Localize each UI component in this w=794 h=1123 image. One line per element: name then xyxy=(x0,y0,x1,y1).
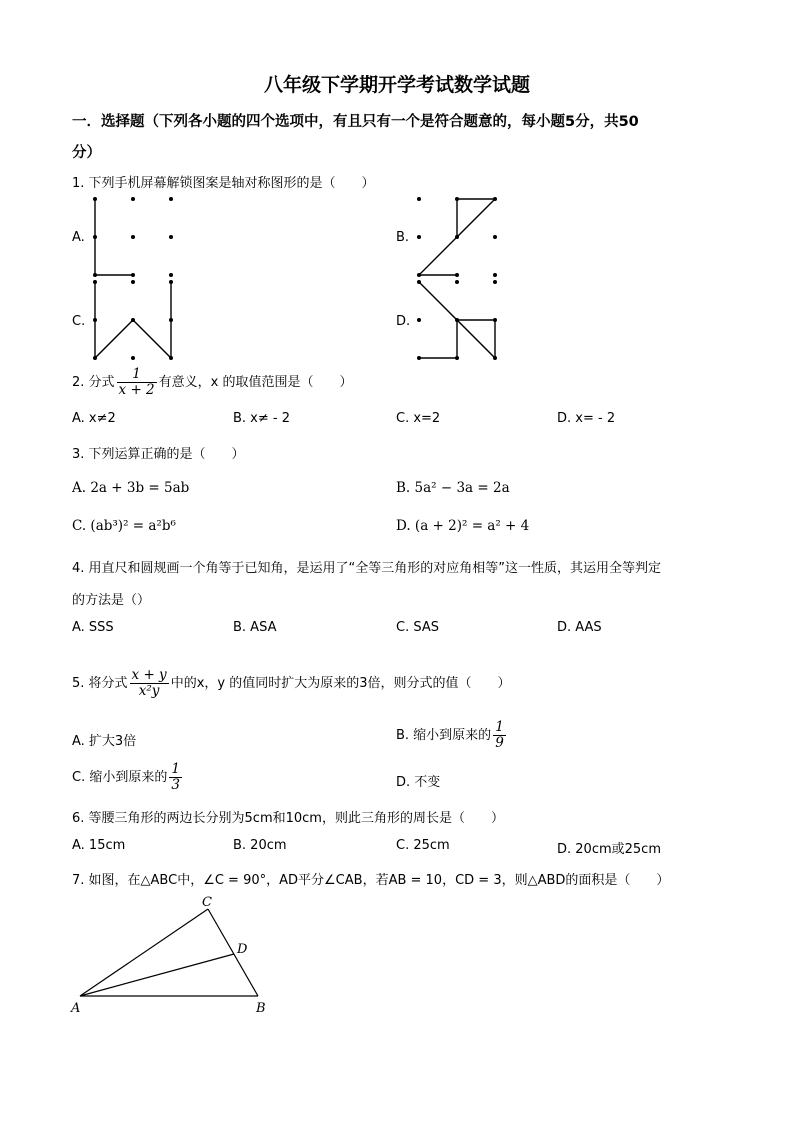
question-3-stem: 3. 下列运算正确的是（ ） xyxy=(72,447,245,462)
q5-option-c-denominator: 3 xyxy=(171,777,180,793)
q2-frac-numerator: 1 xyxy=(117,367,157,383)
q5-option-c-numerator: 1 xyxy=(171,761,180,777)
point-label-a: A xyxy=(71,1001,81,1016)
segment-ac xyxy=(80,909,208,996)
q4-option-b: B. ASA xyxy=(233,620,277,635)
q5-stem-post: 中的x，y 的值同时扩大为原来的3倍，则分式的值（ ） xyxy=(170,676,511,691)
q5-option-c-fraction xyxy=(169,762,182,793)
triangle-figure xyxy=(68,892,278,1022)
q6-option-a: A. 15cm xyxy=(72,838,126,853)
q2-option-d: D. x= - 2 xyxy=(557,411,616,426)
point-label-b: B xyxy=(256,1001,266,1016)
section-heading-line2: 分） xyxy=(72,145,101,161)
q6-option-b: B. 20cm xyxy=(233,838,287,853)
q5-option-c xyxy=(72,762,184,793)
q2-option-a: A. x≠2 xyxy=(72,411,116,426)
q5-option-c-text: C. 缩小到原来的 xyxy=(72,770,168,785)
q5-option-b-denominator: 9 xyxy=(495,735,504,751)
q4-option-a: A. SSS xyxy=(72,620,114,635)
point-label-c: C xyxy=(202,895,212,910)
q5-option-b-fraction xyxy=(493,720,506,751)
q2-frac-denominator: x + 2 xyxy=(118,382,155,398)
q4-option-d: D. AAS xyxy=(557,620,602,635)
question-6-stem: 6. 等腰三角形的两边长分别为5cm和10cm，则此三角形的周长是（ ） xyxy=(72,811,504,826)
section-heading-line1: 一．选择题（下列各小题的四个选项中，有且只有一个是符合题意的，每小题5分，共50 xyxy=(72,114,639,130)
q6-option-d: D. 20cm或25cm xyxy=(557,842,661,857)
q4-option-c: C. SAS xyxy=(396,620,439,635)
q1-option-b-label: B. xyxy=(396,230,410,245)
q5-option-b-numerator: 1 xyxy=(495,719,504,735)
q5-option-b-text: B. 缩小到原来的 xyxy=(396,728,492,743)
question-5-stem xyxy=(72,668,510,699)
q5-option-a: A. 扩大3倍 xyxy=(72,734,137,749)
q3-option-c: C. (ab³)² = a²b⁶ xyxy=(72,518,176,534)
q5-fraction xyxy=(130,668,169,699)
q3-option-b: B. 5a² − 3a = 2a xyxy=(396,480,510,496)
point-label-d: D xyxy=(237,942,248,957)
q5-stem-pre: 5. 将分式 xyxy=(72,676,128,691)
unlock-pattern-a xyxy=(90,195,180,285)
q2-stem-post: 有意义，x 的取值范围是（ ） xyxy=(158,375,353,390)
q2-option-b: B. x≠ - 2 xyxy=(233,411,290,426)
q2-fraction xyxy=(117,367,157,398)
q1-option-c-label: C. xyxy=(72,314,86,329)
q5-frac-denominator: x²y xyxy=(138,683,160,699)
q2-stem-pre: 2. 分式 xyxy=(72,375,115,390)
q3-option-a: A. 2a + 3b = 5ab xyxy=(72,480,190,496)
segment-ad xyxy=(80,954,234,996)
unlock-pattern-c xyxy=(90,280,180,370)
page-title: 八年级下学期开学考试数学试题 xyxy=(263,74,530,96)
question-7-stem: 7. 如图，在△ABC中，∠C = 90°，AD平分∠CAB，若AB = 10，CD = 3，则△ABD的面积是（ ） xyxy=(72,873,670,888)
q5-option-d: D. 不变 xyxy=(396,775,441,790)
q1-option-d-label: D. xyxy=(396,314,411,329)
segment-cb xyxy=(208,909,258,996)
q6-option-c: C. 25cm xyxy=(396,838,450,853)
unlock-pattern-d xyxy=(414,280,504,370)
q5-frac-numerator: x + y xyxy=(131,667,167,683)
q2-option-c: C. x=2 xyxy=(396,411,441,426)
question-1-stem: 1. 下列手机屏幕解锁图案是轴对称图形的是（ ） xyxy=(72,176,375,191)
q1-option-a-label: A. xyxy=(72,230,85,245)
q3-option-d: D. (a + 2)² = a² + 4 xyxy=(396,518,530,534)
question-4-stem-line1: 4. 用直尺和圆规画一个角等于已知角，是运用了“全等三角形的对应角相等”这一性质，其运用全等判定 xyxy=(72,561,662,576)
q5-option-b xyxy=(396,720,508,751)
unlock-pattern-b xyxy=(414,195,504,285)
question-2-stem xyxy=(72,367,352,398)
question-4-stem-line2: 的方法是（） xyxy=(72,593,151,608)
